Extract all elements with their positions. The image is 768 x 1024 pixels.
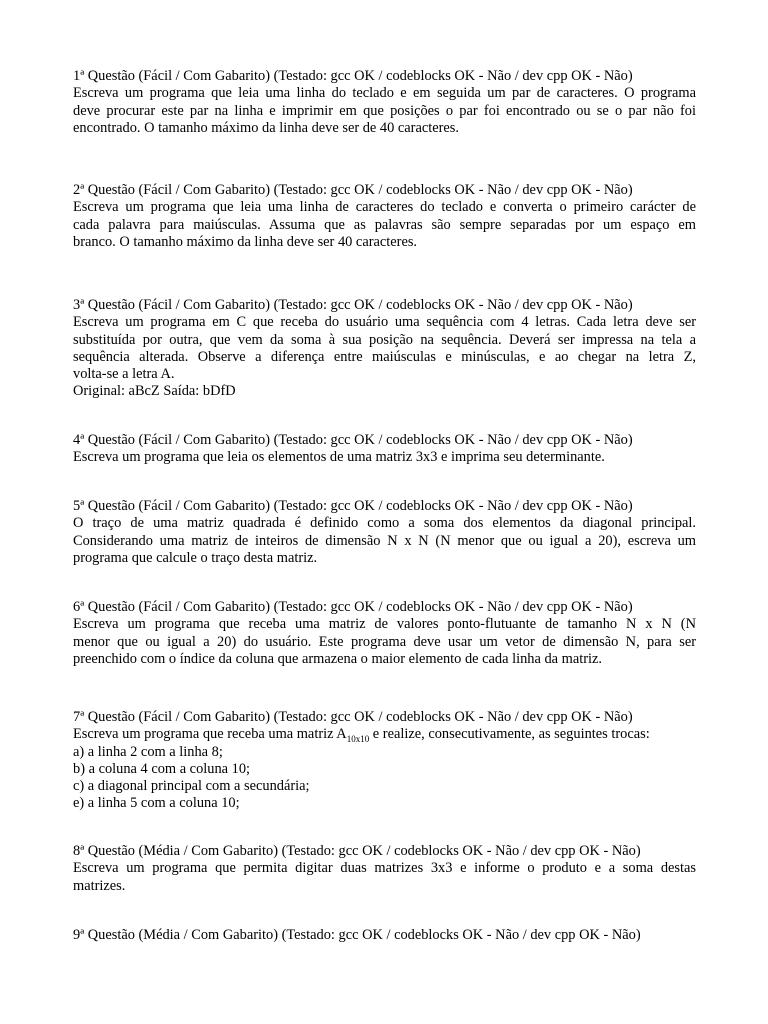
question-header: 3ª Questão (Fácil / Com Gabarito) (Testado: gcc OK / codeblocks OK - Não / dev cpp OK - Não) (73, 297, 633, 313)
question-header: 6ª Questão (Fácil / Com Gabarito) (Testado: gcc OK / codeblocks OK - Não / dev cpp OK - Não) (73, 599, 633, 615)
question-text-line: programa que calcule o traço desta matriz. (73, 549, 318, 566)
list-item: e) a linha 5 com a coluna 10; (73, 795, 240, 812)
question-text-line: Escreva um programa que receba uma matriz de valores ponto-flutuante de tamanho N x N (N (73, 616, 696, 633)
question-text-line: Escreva um programa que permita digitar duas matrizes 3x3 e informe o produto e a soma destas (73, 860, 696, 877)
question-header: 7ª Questão (Fácil / Com Gabarito) (Testado: gcc OK / codeblocks OK - Não / dev cpp OK - Não) (73, 709, 633, 725)
question-text-line: branco. O tamanho máximo da linha deve ser 40 caracteres. (73, 233, 418, 250)
question-5 (73, 498, 696, 567)
question-1 (73, 68, 696, 137)
question-header: 2ª Questão (Fácil / Com Gabarito) (Testado: gcc OK / codeblocks OK - Não / dev cpp OK - Não) (73, 182, 633, 198)
question-text-line: matrizes. (73, 877, 126, 894)
question-text-fragment: Escreva um programa que receba uma matriz A (73, 726, 347, 743)
question-text-line: encontrado. O tamanho máximo da linha deve ser de 40 caracteres. (73, 119, 459, 136)
question-9 (73, 927, 696, 944)
question-4 (73, 432, 696, 467)
question-text-line: Escreva um programa em C que receba do usuário uma sequência com 4 letras. Cada letra deve ser (73, 314, 696, 331)
list-item: b) a coluna 4 com a coluna 10; (73, 760, 251, 777)
list-item: a) a linha 2 com a linha 8; (73, 743, 223, 760)
question-text-line: volta-se a letra A. (73, 366, 175, 383)
question-text-line: O traço de uma matriz quadrada é definido como a soma dos elementos da diagonal principal. (73, 515, 696, 532)
question-header: 1ª Questão (Fácil / Com Gabarito) (Testado: gcc OK / codeblocks OK - Não / dev cpp OK - Não) (73, 68, 633, 84)
question-text-line: Considerando uma matriz de inteiros de dimensão N x N (N menor que ou igual a 20), escreva um (73, 532, 696, 549)
question-text-line: cada palavra para maiúsculas. Assuma que as palavras são sempre separadas por um espaço em (73, 216, 696, 233)
question-text-line: preenchido com o índice da coluna que armazena o maior elemento de cada linha da matriz. (73, 650, 603, 667)
question-8 (73, 843, 696, 895)
question-text-line: Original: aBcZ Saída: bDfD (73, 383, 236, 400)
question-3 (73, 297, 696, 401)
question-text-line: Escreva um programa que leia uma linha do teclado e em seguida um par de caracteres. O programa (73, 85, 696, 102)
question-text-line: menor que ou igual a 20) do usuário. Este programa deve usar um vetor de dimensão N, para ser (73, 633, 696, 650)
question-text-line: Escreva um programa que leia os elementos de uma matriz 3x3 e imprima seu determinante. (73, 449, 605, 466)
question-header: 9ª Questão (Média / Com Gabarito) (Testado: gcc OK / codeblocks OK - Não / dev cpp OK - Não) (73, 927, 641, 943)
question-text-line (73, 726, 696, 743)
question-text-line: Escreva um programa que leia uma linha de caracteres do teclado e converta o primeiro carácter de (73, 199, 696, 216)
list-item: c) a diagonal principal com a secundária; (73, 778, 310, 795)
question-header: 5ª Questão (Fácil / Com Gabarito) (Testado: gcc OK / codeblocks OK - Não / dev cpp OK - Não) (73, 498, 633, 514)
matrix-subscript: 10x10 (346, 734, 370, 745)
question-7 (73, 709, 696, 813)
question-2 (73, 182, 696, 251)
question-header: 4ª Questão (Fácil / Com Gabarito) (Testado: gcc OK / codeblocks OK - Não / dev cpp OK - Não) (73, 432, 633, 448)
question-header: 8ª Questão (Média / Com Gabarito) (Testado: gcc OK / codeblocks OK - Não / dev cpp OK - Não) (73, 843, 641, 859)
question-6 (73, 599, 696, 668)
question-text-fragment: e realize, consecutivamente, as seguintes trocas: (369, 726, 650, 743)
question-text-line: sequência alterada. Observe a diferença entre maiúsculas e minúsculas, e ao chegar na letra Z, (73, 348, 696, 365)
question-text-line: substituída por outra, que vem da soma à sua posição na sequência. Deverá ser impressa na tela a (73, 331, 696, 348)
question-text-line: deve procurar este par na linha e imprimir em que posições o par foi encontrado ou se o par não foi (73, 102, 696, 119)
